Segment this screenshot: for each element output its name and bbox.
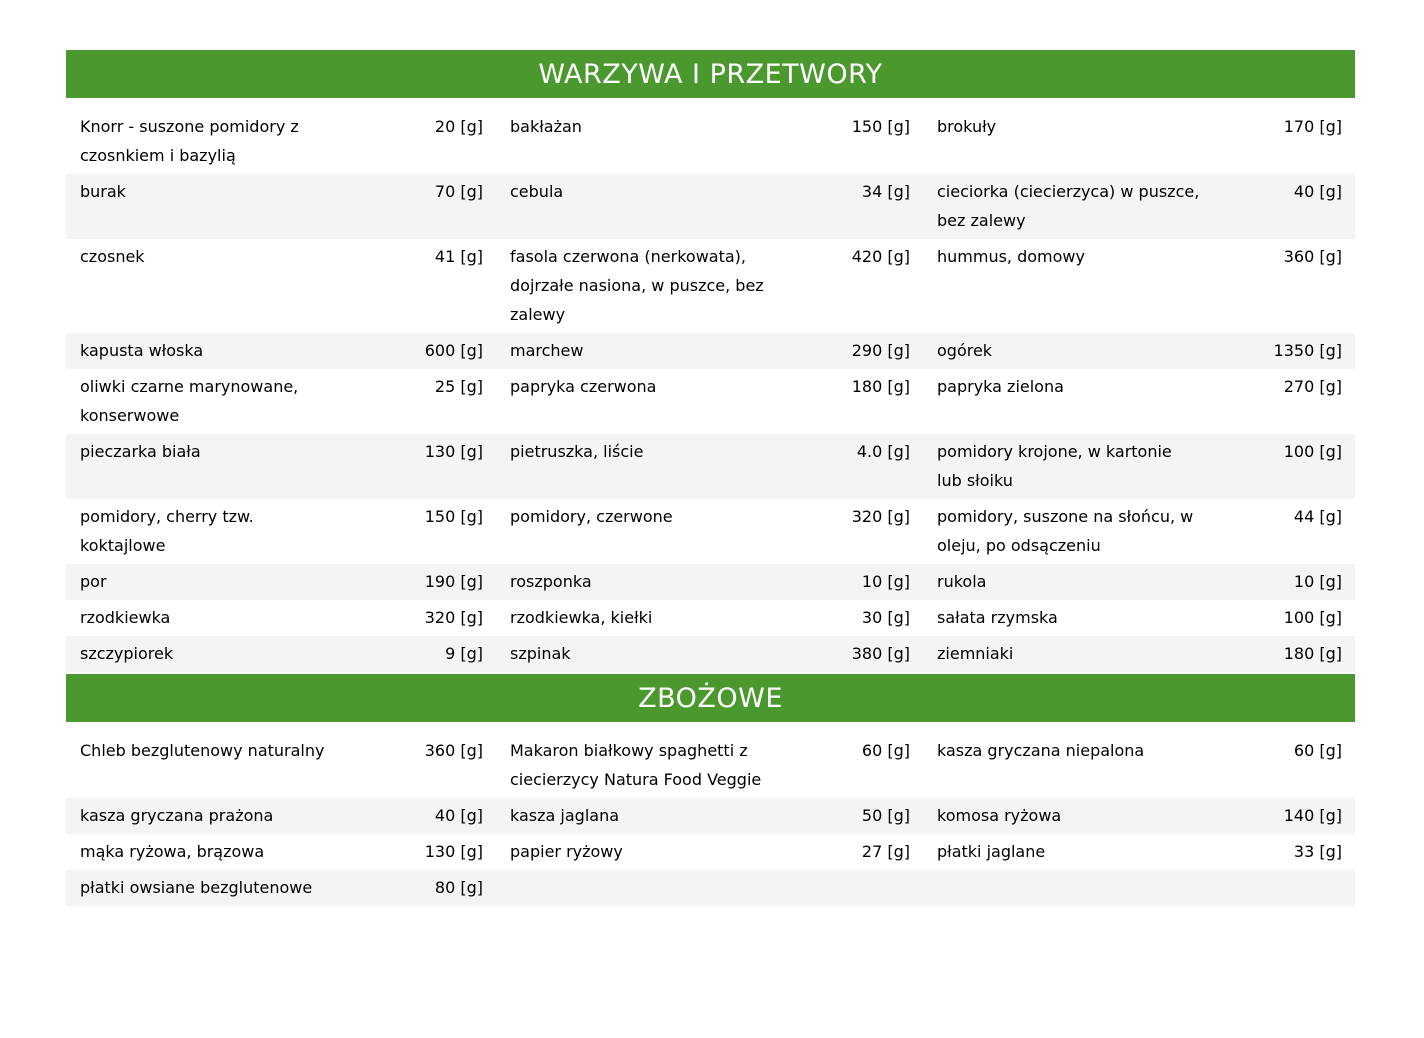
item-name: kasza jaglana	[510, 806, 620, 825]
item-quantity: 33 [g]	[1293, 842, 1342, 861]
table-row	[66, 239, 1355, 333]
item-name: fasola czerwona (nerkowata), dojrzałe nasiona, w puszce, bez zalewy	[510, 247, 764, 324]
item-quantity: 130 [g]	[424, 442, 483, 461]
item-quantity: 290 [g]	[851, 341, 910, 360]
section-header	[66, 50, 1355, 98]
table-row	[66, 600, 1355, 636]
item-name: bakłażan	[510, 117, 582, 136]
table-row	[66, 834, 1355, 870]
table-row	[66, 499, 1355, 564]
item-name: pietruszka, liście	[510, 442, 644, 461]
table-row	[66, 636, 1355, 672]
item-quantity: 150 [g]	[424, 507, 483, 526]
item-name: brokuły	[937, 117, 997, 136]
item-name: szczypiorek	[80, 644, 174, 663]
item-quantity: 27 [g]	[861, 842, 910, 861]
table-row	[66, 333, 1355, 369]
item-quantity: 9 [g]	[445, 644, 483, 663]
item-name: rzodkiewka, kiełki	[510, 608, 653, 627]
item-quantity: 320 [g]	[424, 608, 483, 627]
item-quantity: 380 [g]	[851, 644, 910, 663]
item-name: papier ryżowy	[510, 842, 623, 861]
table-row	[66, 798, 1355, 834]
item-quantity	[780, 870, 923, 906]
item-name: komosa ryżowa	[937, 806, 1062, 825]
item-quantity: 600 [g]	[424, 341, 483, 360]
item-name: por	[80, 572, 107, 591]
item-name	[496, 870, 780, 906]
item-quantity: 270 [g]	[1283, 377, 1342, 396]
item-name: Chleb bezglutenowy naturalny	[80, 741, 325, 760]
table-row	[66, 174, 1355, 239]
item-quantity: 180 [g]	[851, 377, 910, 396]
item-name: pomidory, cherry tzw. koktajlowe	[80, 507, 254, 555]
item-quantity: 100 [g]	[1283, 608, 1342, 627]
item-name: papryka zielona	[937, 377, 1064, 396]
item-quantity: 100 [g]	[1283, 442, 1342, 461]
table-row	[66, 369, 1355, 434]
item-name: pomidory krojone, w kartonie lub słoiku	[937, 442, 1172, 490]
table-row	[66, 109, 1355, 174]
item-quantity: 10 [g]	[1293, 572, 1342, 591]
section-rows	[66, 733, 1355, 906]
item-quantity: 40 [g]	[1293, 182, 1342, 201]
item-name: burak	[80, 182, 126, 201]
item-quantity: 60 [g]	[861, 741, 910, 760]
item-name: hummus, domowy	[937, 247, 1085, 266]
item-quantity: 30 [g]	[861, 608, 910, 627]
item-name: rzodkiewka	[80, 608, 171, 627]
table-row	[66, 434, 1355, 499]
item-quantity: 360 [g]	[424, 741, 483, 760]
item-quantity: 190 [g]	[424, 572, 483, 591]
item-quantity: 180 [g]	[1283, 644, 1342, 663]
item-quantity: 10 [g]	[861, 572, 910, 591]
item-name: płatki jaglane	[937, 842, 1046, 861]
item-name: sałata rzymska	[937, 608, 1058, 627]
item-quantity: 1350 [g]	[1273, 341, 1342, 360]
item-quantity: 170 [g]	[1283, 117, 1342, 136]
item-name: marchew	[510, 341, 584, 360]
table-row	[66, 564, 1355, 600]
item-quantity: 130 [g]	[424, 842, 483, 861]
item-name: pomidory, czerwone	[510, 507, 673, 526]
section-title: ZBOŻOWE	[638, 682, 783, 714]
item-name: mąka ryżowa, brązowa	[80, 842, 265, 861]
item-quantity: 70 [g]	[434, 182, 483, 201]
item-quantity: 420 [g]	[851, 247, 910, 266]
item-name: cieciorka (ciecierzyca) w puszce, bez zalewy	[937, 182, 1200, 230]
item-quantity: 20 [g]	[434, 117, 483, 136]
item-name: roszponka	[510, 572, 592, 591]
item-quantity: 320 [g]	[851, 507, 910, 526]
item-quantity: 140 [g]	[1283, 806, 1342, 825]
item-name: ziemniaki	[937, 644, 1014, 663]
item-name: pieczarka biała	[80, 442, 201, 461]
table-row	[66, 870, 1355, 906]
item-name: kasza gryczana niepalona	[937, 741, 1145, 760]
item-quantity: 360 [g]	[1283, 247, 1342, 266]
item-name: czosnek	[80, 247, 145, 266]
table-row	[66, 733, 1355, 798]
item-quantity: 41 [g]	[434, 247, 483, 266]
item-quantity: 50 [g]	[861, 806, 910, 825]
item-quantity: 150 [g]	[851, 117, 910, 136]
item-name: płatki owsiane bezglutenowe	[80, 878, 313, 897]
item-name: oliwki czarne marynowane, konserwowe	[80, 377, 299, 425]
section-header	[66, 674, 1355, 722]
item-quantity: 34 [g]	[861, 182, 910, 201]
item-name: kapusta włoska	[80, 341, 204, 360]
item-name: rukola	[937, 572, 987, 591]
section-title: WARZYWA I PRZETWORY	[538, 58, 883, 90]
shopping-list-document	[66, 50, 1355, 906]
section	[66, 674, 1355, 906]
item-name: ogórek	[937, 341, 993, 360]
item-name: kasza gryczana prażona	[80, 806, 274, 825]
item-quantity: 40 [g]	[434, 806, 483, 825]
item-quantity: 60 [g]	[1293, 741, 1342, 760]
item-name: cebula	[510, 182, 564, 201]
item-quantity: 80 [g]	[434, 878, 483, 897]
item-name	[923, 870, 1210, 906]
item-name: Makaron białkowy spaghetti z ciecierzycy Natura Food Veggie	[510, 741, 762, 789]
item-name: papryka czerwona	[510, 377, 657, 396]
item-quantity	[1210, 870, 1355, 906]
item-name: pomidory, suszone na słońcu, w oleju, po odsączeniu	[937, 507, 1194, 555]
item-quantity: 25 [g]	[434, 377, 483, 396]
item-quantity: 4.0 [g]	[856, 442, 910, 461]
section-rows	[66, 109, 1355, 672]
item-name: szpinak	[510, 644, 571, 663]
section	[66, 50, 1355, 672]
item-name: Knorr - suszone pomidory z czosnkiem i bazylią	[80, 117, 299, 165]
item-quantity: 44 [g]	[1293, 507, 1342, 526]
